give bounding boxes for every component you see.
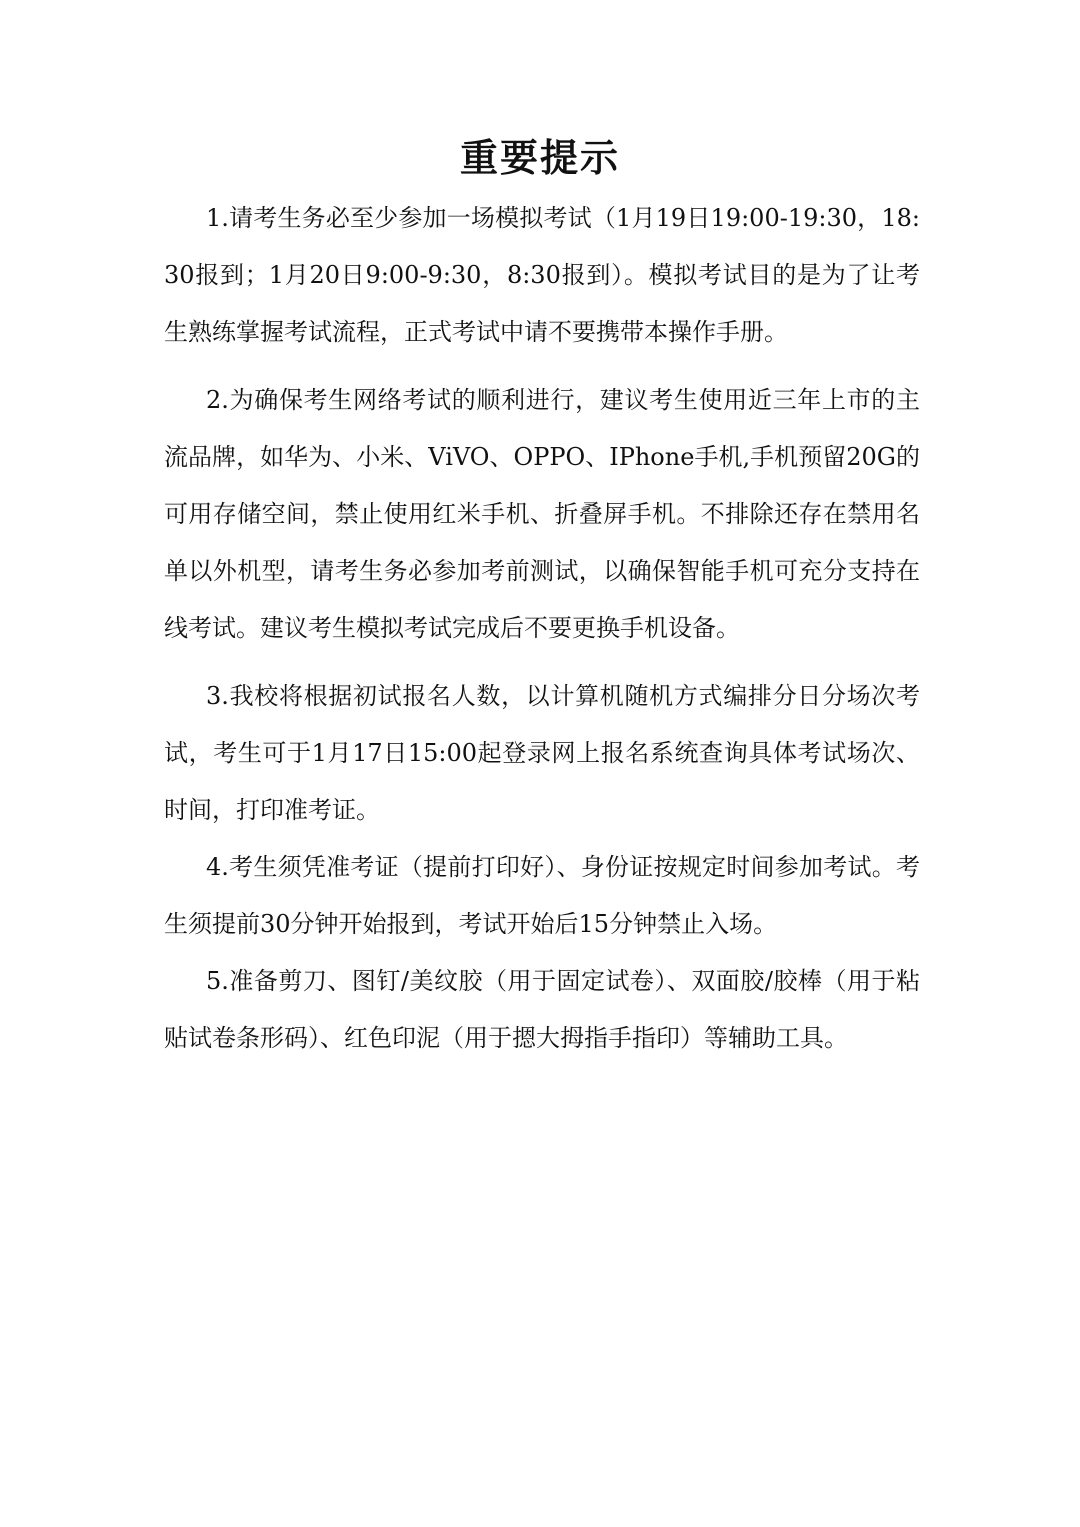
page-title: 重要提示	[459, 135, 620, 180]
notice-item-2: 2.为确保考生网络考试的顺利进行，建议考生使用近三年上市的主流品牌，如华为、小米、ViVO、OPPO、IPhone手机,手机预留20G的可用存储空间，禁止使用红米手机、折叠屏手机。不排除还存在禁用名单以外机型，请考生务必参加考前测试，以确保智能手机可充分支持在线考试。建议考生模拟考试完成后不要更换手机设备。	[164, 386, 920, 642]
notice-item-1: 1.请考生务必至少参加一场模拟考试（1月19日19:00-19:30，18:30报到；1月20日9:00-9:30，8:30报到）。模拟考试目的是为了让考生熟练掌握考试流程，正式考试中请不要携带本操作手册。	[164, 204, 920, 346]
notice-item-4: 4.考生须凭准考证（提前打印好）、身份证按规定时间参加考试。考生须提前30分钟开始报到，考试开始后15分钟禁止入场。	[164, 853, 920, 938]
notice-item-3: 3.我校将根据初试报名人数，以计算机随机方式编排分日分场次考试，考生可于1月17日15:00起登录网上报名系统查询具体考试场次、时间，打印准考证。	[164, 682, 920, 824]
notice-item-5: 5.准备剪刀、图钉/美纹胶（用于固定试卷）、双面胶/胶棒（用于粘贴试卷条形码）、红色印泥（用于摁大拇指手指印）等辅助工具。	[164, 967, 920, 1052]
document-body	[164, 190, 920, 1067]
